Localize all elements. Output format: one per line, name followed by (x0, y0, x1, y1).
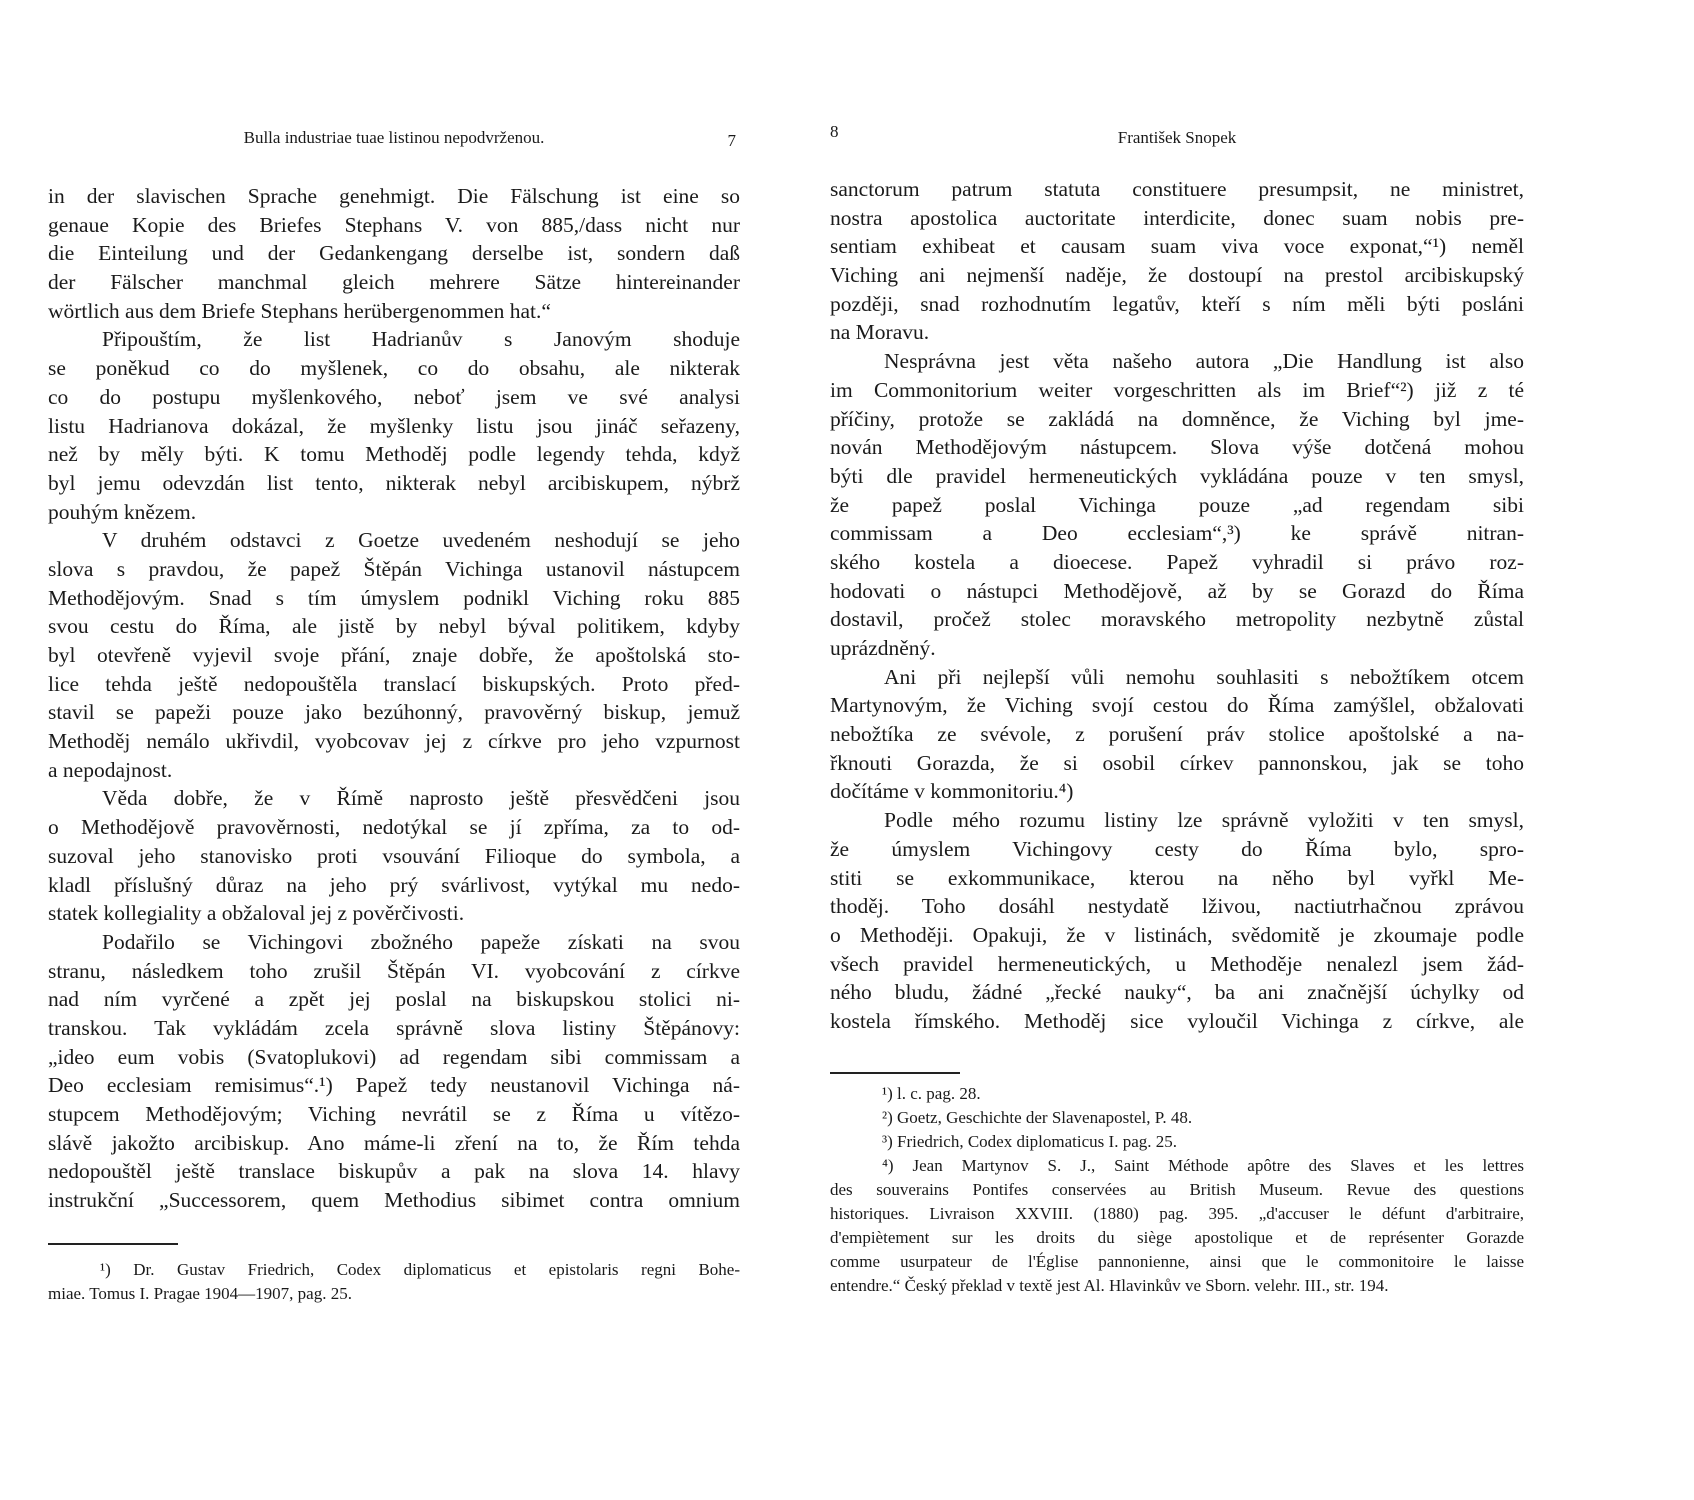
text-line: později, snad rozhodnutím legatův, kteří s ním měli býti posláni (830, 291, 1524, 316)
text-line: „ideo eum vobis (Svatoplukovi) ad regendam sibi commissam a (48, 1044, 740, 1069)
text-line: instrukční „Successorem, quem Methodius sibimet contra omnium (48, 1188, 740, 1213)
text-line: Podle mého rozumu listiny lze správně vyložiti v ten smysl, (884, 808, 1524, 833)
footnote-line: ²) Goetz, Geschichte der Slavenapostel, P. 48. (882, 1108, 1193, 1127)
footnote-line: ¹) Dr. Gustav Friedrich, Codex diplomaticus et epistolaris regni Bohe- (100, 1260, 740, 1279)
text-line: Podařilo se Vichingovi zbožného papeže získati na svou (102, 929, 740, 954)
text-line: na Moravu. (830, 320, 930, 345)
footnote-line: miae. Tomus I. Pragae 1904—1907, pag. 25. (48, 1284, 352, 1303)
footnote-rule (830, 1072, 960, 1074)
footnote-line: ³) Friedrich, Codex diplomaticus I. pag. 25. (882, 1132, 1177, 1151)
text-line: řknouti Gorazda, že si osobil církev pannonskou, jak se toho (830, 750, 1524, 775)
text-line: stranu, následkem toho zrušil Štěpán VI. vyobcování z církve (48, 958, 740, 983)
text-line: že úmyslem Vichingovy cesty do Říma bylo, spro- (830, 836, 1524, 861)
text-line: dočítáme v kommonitoriu.⁴) (830, 779, 1074, 804)
text-line: V druhém odstavci z Goetze uvedeném neshodují se jeho (102, 528, 740, 553)
text-line: slova s pravdou, že papež Štěpán Vichinga ustanovil nástupcem (48, 556, 740, 581)
page-number: 7 (727, 131, 736, 150)
text-line: die Einteilung und der Gedankengang derselbe ist, sondern daß (48, 241, 740, 266)
footnote-line: comme usurpateur de l'Église pannonienne, ainsi que le commonitoire le laisse (830, 1252, 1524, 1271)
text-line: co do postupu myšlenkového, neboť jsem ve své analysi (48, 384, 740, 409)
text-line: nedopouštěl ještě translace biskupův a pak na slova 14. hlavy (48, 1159, 740, 1184)
page-number: 8 (830, 122, 839, 141)
footnote-line: d'empiètement sur les droits du siège apostolique et de représenter Gorazde (830, 1228, 1524, 1247)
text-line: pouhým knězem. (48, 499, 197, 524)
text-line: der Fälscher manchmal gleich mehrere Sätze hintereinander (48, 270, 740, 295)
text-line: wörtlich aus dem Briefe Stephans herübergenommen hat.“ (48, 298, 551, 323)
text-line: Methoděj nemálo ukřivdil, vyobcovav jej z církve pro jeho vzpurnost (48, 729, 740, 754)
text-line: byl otevřeně vyjevil svoje přání, znaje dobře, že apoštolská sto- (48, 643, 740, 667)
text-line: Nesprávna jest věta našeho autora „Die Handlung ist also (884, 349, 1524, 374)
text-line: nostra apostolica auctoritate interdicite, donec suam nobis pre- (830, 205, 1524, 230)
text-line: o Methodějově pravověrnosti, nedotýkal se jí zpříma, za to od- (48, 815, 740, 840)
text-line: thoděj. Toho dosáhl nestydatě lživou, nactiutrhačnou zprávou (830, 894, 1524, 919)
text-line: genaue Kopie des Briefes Stephans V. von 885,/dass nicht nur (48, 212, 740, 237)
text-line: Martynovým, že Viching svojí cestou do Říma zamýšlel, obžalovati (830, 693, 1524, 718)
text-line: nad ním vyrčené a zpět jej poslal na biskupskou stolici ni- (48, 987, 740, 1012)
text-line: lice tehda ještě nedopouštěla translací biskupských. Proto před- (48, 671, 740, 696)
text-line: že papež poslal Vichinga pouze „ad regendam sibi (830, 492, 1524, 517)
text-line: kostela římského. Methoděj sice vyloučil Vichinga z církve, ale (830, 1008, 1524, 1033)
text-line: byl jemu odevzdán list tento, nikterak nebyl arcibiskupem, nýbrž (48, 470, 740, 495)
text-line: statek kollegiality a obžaloval jej z pověrčivosti. (48, 901, 465, 926)
text-line: transkou. Tak vykládám zcela správně slova listiny Štěpánovy: (48, 1015, 740, 1040)
footnote-line: ¹) l. c. pag. 28. (882, 1084, 981, 1103)
text-line: stupcem Methodějovým; Viching nevrátil se z Říma u vítězo- (48, 1102, 740, 1126)
text-line: im Commonitorium weiter vorgeschritten als im Brief“²) již z té (830, 377, 1524, 402)
text-line: Deo ecclesiam remisimus“.¹) Papež tedy neustanovil Vichinga ná- (48, 1073, 740, 1098)
text-line: Methodějovým. Snad s tím úmyslem podnikl Viching roku 885 (48, 585, 740, 610)
text-line: commissam a Deo ecclesiam“,³) ke správě nitran- (830, 521, 1524, 546)
text-line: Připouštím, že list Hadrianův s Janovým shoduje (102, 327, 740, 352)
text-line: Viching ani nejmenší naděje, že dostoupí na prestol arcibiskupský (830, 263, 1524, 288)
text-line: Věda dobře, že v Římě naprosto ještě přesvědčeni jsou (102, 786, 740, 811)
text-line: příčiny, protože se zakládá na domněnce, že Viching byl jme- (830, 406, 1524, 431)
text-line: nebožtíka ze svévole, z porušení práv stolice apoštolské a na- (830, 722, 1524, 747)
text-line: nován Methodějovým nástupcem. Slova výše dotčená mohou (830, 435, 1524, 460)
text-line: stavil se papeži pouze jako bezúhonný, pravověrný biskup, jemuž (48, 700, 740, 725)
text-line: listu Hadrianova dokázal, že myšlenky listu jsou jináč seřazeny, (48, 413, 740, 438)
text-line: o Methoději. Opakuji, že v listinách, svědomitě je zkoumaje podle (830, 922, 1524, 947)
footnotes (48, 1258, 740, 1306)
text-line: se poněkud co do myšlenek, co do obsahu, ale nikterak (48, 356, 740, 381)
text-line: dostavil, pročež stolec moravského metropolity nezbytně zůstal (830, 607, 1524, 632)
text-line: hodovati o nástupci Methodějově, až by se Gorazd do Říma (830, 578, 1524, 603)
text-line: sanctorum patrum statuta constituere presumpsit, ne ministret, (830, 177, 1524, 201)
text-line: Ani při nejlepší vůli nemohu souhlasiti s nebožtíkem otcem (884, 664, 1524, 689)
text-line: uprázdněný. (830, 636, 936, 660)
footnote-line: des souverains Pontifes conservées au British Museum. Revue des questions (830, 1180, 1524, 1199)
text-line: než by měly býti. K tomu Methoděj podle legendy tehda, když (48, 442, 740, 467)
text-line: in der slavischen Sprache genehmigt. Die Fälschung ist eine so (48, 184, 740, 208)
footnote-line: ⁴) Jean Martynov S. J., Saint Méthode apôtre des Slaves et les lettres (882, 1156, 1524, 1175)
footnote-rule (48, 1243, 178, 1245)
text-line: ského kostela a dioecese. Papež vyhradil si právo roz- (830, 549, 1524, 574)
text-line: slávě jakožto arcibiskup. Ano máme-li zření na to, že Řím tehda (48, 1130, 740, 1155)
text-line: sentiam exhibeat et causam suam viva voce exponat,“¹) neměl (830, 234, 1524, 259)
text-line: stiti se exkommunikace, kterou na něho byl vyřkl Me- (830, 865, 1524, 890)
text-line: svou cestu do Říma, ale jistě by nebyl býval politikem, kdyby (48, 614, 740, 639)
footnotes (830, 1082, 1524, 1298)
text-line: býti dle pravidel hermeneutických vykládána pouze v ten smysl, (830, 463, 1524, 488)
text-line: všech pravidel hermeneutických, u Methoděje nenalezl jsem žád- (830, 951, 1524, 976)
text-line: kladl příslušný důraz na jeho prý svárlivost, vytýkal mu nedo- (48, 872, 740, 897)
body-text (830, 175, 1524, 1036)
footnote-line: entendre.“ Český překlad v textě jest Al. Hlavinkův ve Sborn. velehr. III., str. 194. (830, 1276, 1389, 1295)
footnote-line: historiques. Livraison XXVIII. (1880) pag. 395. „d'accuser le défunt d'arbitraire, (830, 1204, 1524, 1223)
running-head: Bulla industriae tuae listinou nepodvrženou. (243, 128, 545, 147)
body-text (48, 182, 740, 1215)
text-line: a nepodajnost. (48, 757, 173, 782)
text-line: suzoval jeho stanovisko proti vsouvání Filioque do symbola, a (48, 843, 740, 868)
running-head: František Snopek (1117, 128, 1237, 147)
text-line: ného bludu, žádné „řecké nauky“, ba ani značnější úchylky od (830, 980, 1524, 1005)
